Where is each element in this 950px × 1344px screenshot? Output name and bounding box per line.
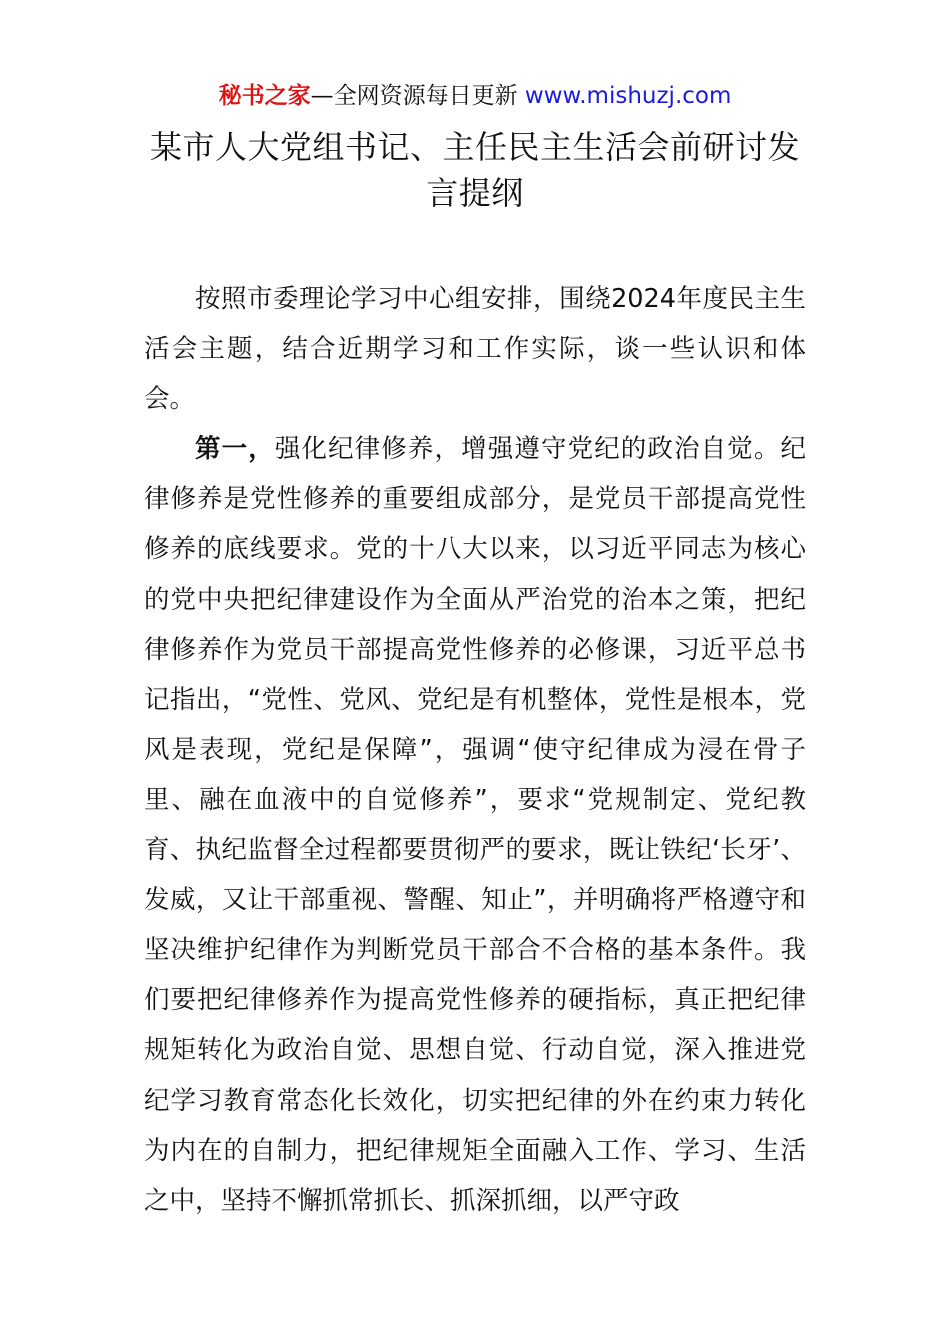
paragraph-intro-text: 按照市委理论学习中心组安排，围绕2024年度民主生活会主题，结合近期学习和工作实际，谈一些认识和体会。 [144, 284, 806, 415]
paragraph-first-point-text: 强化纪律修养，增强遵守党纪的政治自觉。纪律修养是党性修养的重要组成部分，是党员干部提高党性修养的底线要求。党的十八大以来，以习近平同志为核心的党中央把纪律建设作为全面从严治党的治本之策，把纪律修养作为党员干部提高党性修养的必修课，习近平总书记指出，“党性、党风、党纪是有机整体，党性是根本，党风是表现，党纪是保障”，强调“使守纪律成为浸在骨子里、融在血液中的自觉修养”，要求“党规制定、党纪教育、执纪监督全过程都要贯彻严的要求，既让铁纪‘长牙’、发威，又让干部重视、警醒、知止”，并明确将严格遵守和坚决维护纪律作为判断党员干部合不合格的基本条件。我们要把纪律修养作为提高党性修养的硬指标，真正把纪律规矩转化为政治自觉、思想自觉、行动自觉，深入推进党纪学习教育常态化长效化，切实把纪律的外在约束力转化为内在的自制力，把纪律规矩全面融入工作、学习、生活之中，坚持不懈抓常抓长、抓深抓细，以严守政 [144, 434, 806, 1216]
site-banner [0, 80, 950, 112]
paragraph-first-point [144, 424, 806, 1226]
banner-brand: 秘书之家 [218, 83, 311, 109]
paragraph-intro [144, 274, 806, 424]
paragraph-first-point-lead: 第一， [195, 434, 275, 465]
document-body [144, 274, 806, 1226]
document-title: 某市人大党组书记、主任民主生活会前研讨发言提纲 [149, 128, 800, 212]
banner-url[interactable]: www.mishuzj.com [524, 83, 732, 109]
banner-tagline: —全网资源每日更新 [310, 83, 525, 109]
